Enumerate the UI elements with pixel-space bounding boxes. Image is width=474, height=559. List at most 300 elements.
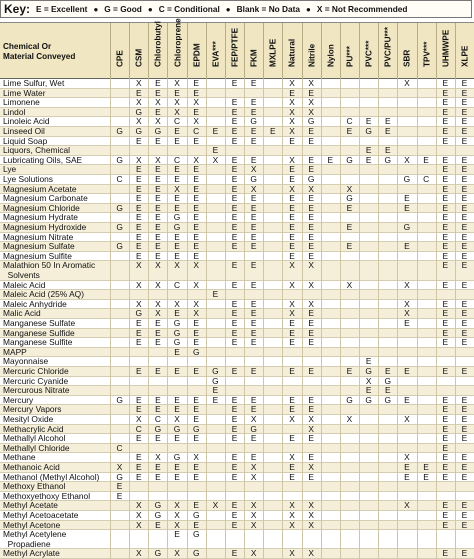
- rating-cell: E: [155, 193, 161, 204]
- legend-excellent: E = Excellent: [36, 4, 88, 14]
- rating-cell: X: [250, 548, 257, 559]
- legend-bullet-icon: ●: [306, 4, 311, 14]
- rating-cell: X: [174, 106, 180, 117]
- rating-cell: E: [442, 404, 449, 415]
- rating-cell: E: [231, 222, 238, 232]
- column-divider: [282, 79, 283, 559]
- rating-cell: X: [308, 97, 314, 108]
- rating-cell: G: [212, 366, 219, 376]
- rating-cell: E: [135, 183, 142, 194]
- column-header: FEP/PTFE: [225, 23, 244, 80]
- rating-cell: E: [442, 423, 449, 434]
- rating-cell: X: [404, 308, 410, 319]
- table-row: [0, 444, 474, 454]
- rating-cell: E: [231, 433, 238, 444]
- rating-cell: G: [154, 500, 162, 511]
- rating-cell: E: [135, 250, 142, 261]
- rating-cell: E: [442, 116, 449, 127]
- rating-cell: E: [442, 500, 449, 511]
- chemical-name: Methyl Acetylene Propadiene: [3, 529, 67, 549]
- rating-cell: E: [442, 154, 449, 165]
- rating-cell: E: [289, 433, 295, 444]
- rating-cell: E: [442, 471, 449, 482]
- rating-cell: E: [231, 279, 238, 290]
- rating-cell: X: [289, 260, 295, 271]
- rating-cell: X: [193, 298, 199, 309]
- rating-cell: E: [155, 241, 161, 252]
- chemical-name: Malathion 50 In Aromatic Solvents: [3, 260, 96, 280]
- rating-cell: E: [193, 337, 199, 348]
- column-divider: [187, 79, 188, 559]
- table-row: [0, 261, 474, 280]
- rating-cell: E: [155, 404, 161, 415]
- rating-cell: E: [289, 250, 295, 261]
- rating-cell: E: [155, 366, 161, 376]
- rating-cell: E: [231, 337, 238, 348]
- rating-cell: X: [289, 106, 295, 117]
- rating-cell: E: [231, 260, 238, 271]
- rating-cell: E: [461, 126, 468, 136]
- chemical-name: Linoleic Acid: [3, 116, 50, 127]
- rating-cell: E: [461, 202, 468, 213]
- chemical-name: Magnesium Nitrate: [3, 231, 74, 242]
- rating-cell: G: [116, 154, 123, 165]
- rating-cell: E: [289, 337, 295, 348]
- rating-cell: E: [442, 327, 449, 338]
- rating-cell: X: [250, 164, 257, 175]
- rating-cell: E: [289, 366, 295, 376]
- column-divider: [206, 79, 207, 559]
- rating-cell: G: [403, 222, 411, 232]
- rating-cell: X: [155, 308, 161, 319]
- rating-cell: E: [231, 241, 238, 252]
- rating-cell: E: [308, 212, 314, 223]
- rating-cell: E: [289, 241, 295, 252]
- rating-cell: E: [442, 193, 449, 204]
- rating-cell: E: [174, 471, 180, 482]
- rating-cell: X: [289, 452, 295, 463]
- rating-cell: E: [442, 519, 449, 530]
- legend-no-data: Blank = No Data: [236, 4, 301, 14]
- rating-cell: E: [135, 222, 142, 232]
- column-divider: [263, 79, 264, 559]
- rating-cell: G: [307, 174, 315, 184]
- rating-cell: X: [135, 414, 142, 424]
- chemical-name: MAPP: [3, 346, 27, 357]
- rating-cell: E: [155, 318, 161, 328]
- rating-cell: E: [193, 231, 199, 242]
- rating-cell: G: [116, 394, 123, 405]
- rating-cell: E: [212, 126, 219, 136]
- rating-cell: E: [155, 106, 161, 117]
- table-row: [0, 386, 474, 396]
- rating-cell: E: [250, 260, 257, 271]
- rating-cell: E: [461, 423, 468, 434]
- rating-cell: E: [442, 241, 449, 252]
- rating-cell: E: [250, 212, 257, 223]
- rating-cell: G: [135, 126, 142, 136]
- rating-cell: X: [289, 308, 295, 319]
- chemical-name: Methanol (Methyl Alcohol): [3, 471, 100, 482]
- rating-cell: E: [461, 462, 468, 472]
- rating-cell: E: [155, 462, 161, 472]
- rating-cell: E: [155, 433, 161, 444]
- column-divider: [225, 79, 226, 559]
- legend-conditional: C = Conditional: [158, 4, 220, 14]
- rating-cell: E: [174, 529, 180, 540]
- rating-cell: E: [193, 193, 199, 204]
- rating-cell: X: [289, 183, 295, 194]
- rating-cell: E: [231, 231, 238, 242]
- rating-cell: X: [308, 279, 314, 290]
- rating-cell: E: [442, 318, 449, 328]
- rating-cell: X: [174, 260, 180, 271]
- column-header: TPV***: [417, 23, 436, 80]
- rating-cell: E: [250, 78, 257, 88]
- rating-cell: E: [461, 337, 468, 348]
- rating-cell: E: [231, 183, 238, 194]
- rating-cell: E: [250, 337, 257, 348]
- rating-cell: E: [174, 404, 180, 415]
- rating-cell: E: [308, 241, 314, 252]
- rating-cell: E: [461, 519, 468, 530]
- rating-cell: E: [155, 174, 161, 184]
- rating-cell: E: [442, 78, 449, 88]
- column-header: Natural: [282, 23, 301, 80]
- rating-cell: X: [289, 519, 295, 530]
- rating-cell: E: [135, 462, 142, 472]
- rating-cell: G: [135, 106, 142, 117]
- rating-cell: E: [404, 471, 410, 482]
- rating-cell: X: [308, 500, 314, 511]
- column-header: MXLPE: [263, 23, 282, 80]
- rating-cell: E: [461, 318, 468, 328]
- rating-cell: E: [174, 135, 180, 146]
- rating-cell: X: [289, 414, 295, 424]
- rating-cell: E: [231, 174, 238, 184]
- rating-cell: E: [442, 452, 449, 463]
- rating-cell: E: [308, 337, 314, 348]
- rating-cell: E: [174, 126, 180, 136]
- column-divider: [417, 79, 418, 559]
- rating-cell: G: [384, 154, 392, 165]
- table-row: [0, 377, 474, 387]
- rating-cell: E: [461, 327, 468, 338]
- rating-cell: E: [384, 366, 391, 376]
- rating-cell: E: [289, 87, 295, 98]
- rating-cell: E: [461, 78, 468, 88]
- column-header: PVC***: [359, 23, 378, 80]
- rating-cell: E: [174, 366, 180, 376]
- table-row: [0, 530, 474, 549]
- rating-cell: E: [289, 394, 295, 405]
- rating-cell: X: [174, 97, 180, 108]
- chemical-name: Magnesium Sulfate: [3, 241, 75, 252]
- column-divider: [340, 79, 341, 559]
- rating-cell: G: [346, 154, 353, 165]
- rating-cell: X: [250, 462, 257, 472]
- rating-cell: E: [461, 250, 468, 261]
- table-row: [0, 156, 474, 166]
- rating-cell: E: [212, 385, 219, 396]
- rating-cell: E: [384, 385, 391, 396]
- rating-cell: E: [461, 433, 468, 444]
- chemical-name: Liquors, Chemical: [3, 145, 71, 156]
- table-row: [0, 434, 474, 444]
- rating-cell: X: [346, 183, 353, 194]
- rating-cell: X: [174, 519, 180, 530]
- rating-cell: X: [155, 279, 161, 290]
- rating-cell: E: [193, 404, 199, 415]
- rating-cell: C: [193, 126, 200, 136]
- chemical-name: Manganese Sulfide: [3, 327, 75, 338]
- column-header: PVC/PU***: [378, 23, 397, 80]
- column-header: PU***: [340, 23, 359, 80]
- rating-cell: E: [461, 279, 468, 290]
- rating-cell: E: [231, 519, 238, 530]
- rating-cell: E: [442, 433, 449, 444]
- chemical-name: Lime Sulfur, Wet: [3, 78, 65, 88]
- rating-cell: X: [155, 97, 161, 108]
- rating-cell: X: [135, 510, 142, 520]
- rating-cell: E: [461, 183, 468, 194]
- rating-cell: E: [250, 327, 257, 338]
- rating-cell: E: [250, 394, 257, 405]
- rating-cell: E: [442, 442, 449, 453]
- rating-cell: G: [212, 375, 219, 386]
- rating-cell: E: [461, 222, 468, 232]
- rating-cell: E: [442, 174, 449, 184]
- rating-cell: E: [404, 318, 410, 328]
- rating-cell: E: [193, 164, 199, 175]
- rating-cell: E: [384, 126, 391, 136]
- rating-cell: X: [308, 260, 314, 271]
- rating-cell: X: [155, 260, 161, 271]
- chemical-name: Methyl Acetone: [3, 519, 61, 530]
- rating-cell: X: [212, 154, 219, 165]
- rating-cell: E: [461, 97, 468, 108]
- rating-cell: E: [442, 183, 449, 194]
- rating-cell: G: [307, 116, 315, 127]
- rating-cell: E: [231, 394, 238, 405]
- rating-cell: E: [155, 135, 161, 146]
- rating-cell: G: [365, 126, 372, 136]
- rating-cell: E: [250, 308, 257, 319]
- rating-cell: E: [308, 366, 314, 376]
- rating-cell: E: [423, 471, 429, 482]
- rating-cell: E: [231, 106, 238, 117]
- rating-cell: E: [289, 327, 295, 338]
- table-row: [0, 396, 474, 406]
- rating-cell: E: [404, 193, 410, 204]
- rating-cell: E: [250, 318, 257, 328]
- rating-cell: X: [289, 126, 295, 136]
- rating-cell: E: [155, 337, 161, 348]
- chemical-name: Mercuric Chloride: [3, 366, 69, 376]
- rating-cell: E: [308, 452, 314, 463]
- rating-cell: X: [135, 519, 142, 530]
- rating-cell: E: [461, 174, 468, 184]
- rating-cell: E: [250, 231, 257, 242]
- rating-cell: E: [135, 337, 142, 348]
- column-divider: [110, 79, 111, 559]
- rating-cell: E: [289, 174, 295, 184]
- table-row: [0, 521, 474, 531]
- legend-bullet-icon: ●: [93, 4, 99, 14]
- rating-cell: E: [250, 126, 257, 136]
- rating-cell: E: [308, 318, 314, 328]
- chemical-name: Methyl Acetate: [3, 500, 58, 511]
- rating-cell: E: [193, 414, 199, 424]
- rating-cell: E: [442, 202, 449, 213]
- rating-cell: G: [403, 174, 411, 184]
- rating-cell: E: [442, 337, 449, 348]
- rating-cell: E: [461, 231, 468, 242]
- rating-cell: X: [404, 154, 410, 165]
- rating-cell: E: [231, 462, 238, 472]
- table-row: [0, 338, 474, 348]
- column-header: EVA***: [206, 23, 225, 80]
- rating-cell: X: [289, 500, 295, 511]
- rating-cell: E: [327, 154, 334, 165]
- rating-cell: E: [135, 394, 142, 405]
- chemical-name: Lindol: [3, 106, 26, 117]
- rating-cell: G: [116, 202, 123, 213]
- rating-cell: X: [193, 97, 199, 108]
- rating-cell: E: [346, 366, 353, 376]
- rating-cell: E: [174, 164, 180, 175]
- chemical-name: Methallyl Alcohol: [3, 433, 66, 444]
- rating-cell: E: [231, 471, 238, 482]
- chemical-name: Lye: [3, 164, 17, 175]
- table-row: [0, 492, 474, 502]
- rating-cell: E: [442, 164, 449, 175]
- rating-cell: E: [308, 126, 314, 136]
- rating-cell: E: [461, 366, 468, 376]
- legend-title: Key:: [4, 2, 31, 16]
- rating-cell: E: [461, 135, 468, 146]
- rating-cell: E: [461, 404, 468, 415]
- rating-cell: E: [135, 231, 142, 242]
- rating-cell: E: [442, 212, 449, 223]
- rating-cell: G: [154, 126, 162, 136]
- rating-cell: E: [442, 106, 449, 117]
- rating-cell: X: [289, 510, 295, 520]
- rating-cell: E: [442, 260, 449, 271]
- rating-cell: E: [461, 212, 468, 223]
- rating-cell: X: [289, 154, 295, 165]
- rating-cell: E: [135, 212, 142, 223]
- rating-cell: X: [346, 279, 353, 290]
- table-row: [0, 425, 474, 435]
- chemical-name: Magnesium Sulfite: [3, 250, 72, 261]
- rating-cell: E: [155, 212, 161, 223]
- table-row: [0, 473, 474, 483]
- rating-cell: E: [135, 164, 142, 175]
- rating-cell: G: [346, 394, 353, 405]
- column-divider: [148, 79, 149, 559]
- rating-cell: X: [174, 500, 180, 511]
- rating-cell: X: [289, 78, 295, 88]
- rating-cell: E: [461, 116, 468, 127]
- chemical-name: Mercury: [3, 394, 34, 405]
- rating-cell: E: [250, 452, 257, 463]
- rating-cell: X: [346, 414, 353, 424]
- rating-cell: E: [231, 327, 238, 338]
- rating-cell: E: [231, 135, 238, 146]
- rating-cell: E: [116, 481, 123, 492]
- column-divider: [455, 79, 456, 559]
- rating-cell: E: [231, 404, 238, 415]
- rating-cell: E: [231, 154, 238, 165]
- rating-cell: E: [193, 135, 199, 146]
- rating-cell: C: [423, 174, 430, 184]
- chemical-name: Mesityl Oxide: [3, 414, 54, 424]
- rating-cell: X: [135, 548, 142, 559]
- chemical-name: Lubricating Oils, SAE: [3, 154, 83, 165]
- rating-cell: E: [461, 510, 468, 520]
- rating-cell: E: [442, 366, 449, 376]
- rating-cell: X: [135, 260, 142, 271]
- rating-cell: E: [212, 145, 219, 156]
- rating-cell: E: [461, 471, 468, 482]
- chemical-name: Manganese Sulfate: [3, 318, 76, 328]
- rating-cell: X: [193, 279, 199, 290]
- rating-cell: E: [250, 241, 257, 252]
- column-divider: [244, 79, 245, 559]
- rating-cell: C: [346, 116, 353, 127]
- legend-not-recommended: X = Not Recommended: [316, 4, 408, 14]
- rating-cell: E: [135, 241, 142, 252]
- rating-cell: E: [442, 97, 449, 108]
- rating-cell: E: [231, 193, 238, 204]
- legend-good: G = Good: [104, 4, 142, 14]
- rating-cell: E: [461, 154, 468, 165]
- rating-cell: E: [155, 87, 161, 98]
- chemical-name: Maleic Acid (25% AQ): [3, 289, 84, 300]
- rating-cell: X: [193, 260, 199, 271]
- column-header-chemical: Chemical Or Material Conveyed: [3, 42, 76, 61]
- rating-cell: X: [174, 548, 180, 559]
- rating-cell: E: [461, 241, 468, 252]
- table-row: [0, 348, 474, 358]
- chemical-name: Lime Water: [3, 87, 46, 98]
- rating-cell: G: [116, 241, 123, 252]
- rating-cell: E: [193, 394, 199, 405]
- rating-cell: E: [231, 308, 238, 319]
- rating-cell: X: [308, 106, 314, 117]
- rating-cell: X: [135, 116, 142, 127]
- rating-cell: E: [289, 202, 295, 213]
- rating-cell: E: [231, 548, 238, 559]
- rating-cell: G: [173, 327, 181, 338]
- rating-cell: E: [174, 231, 180, 242]
- rating-cell: E: [308, 87, 314, 98]
- rating-cell: E: [155, 394, 161, 405]
- rating-cell: E: [384, 145, 391, 156]
- rating-cell: E: [461, 452, 468, 463]
- rating-cell: E: [250, 222, 257, 232]
- rating-cell: E: [135, 327, 142, 338]
- chemical-name: Magnesium Chloride: [3, 202, 80, 213]
- rating-cell: G: [192, 548, 200, 559]
- rating-cell: X: [155, 116, 161, 127]
- rating-cell: X: [174, 510, 180, 520]
- rating-cell: E: [231, 452, 238, 463]
- rating-cell: G: [250, 174, 257, 184]
- rating-cell: E: [404, 202, 410, 213]
- legend-key: [0, 0, 472, 18]
